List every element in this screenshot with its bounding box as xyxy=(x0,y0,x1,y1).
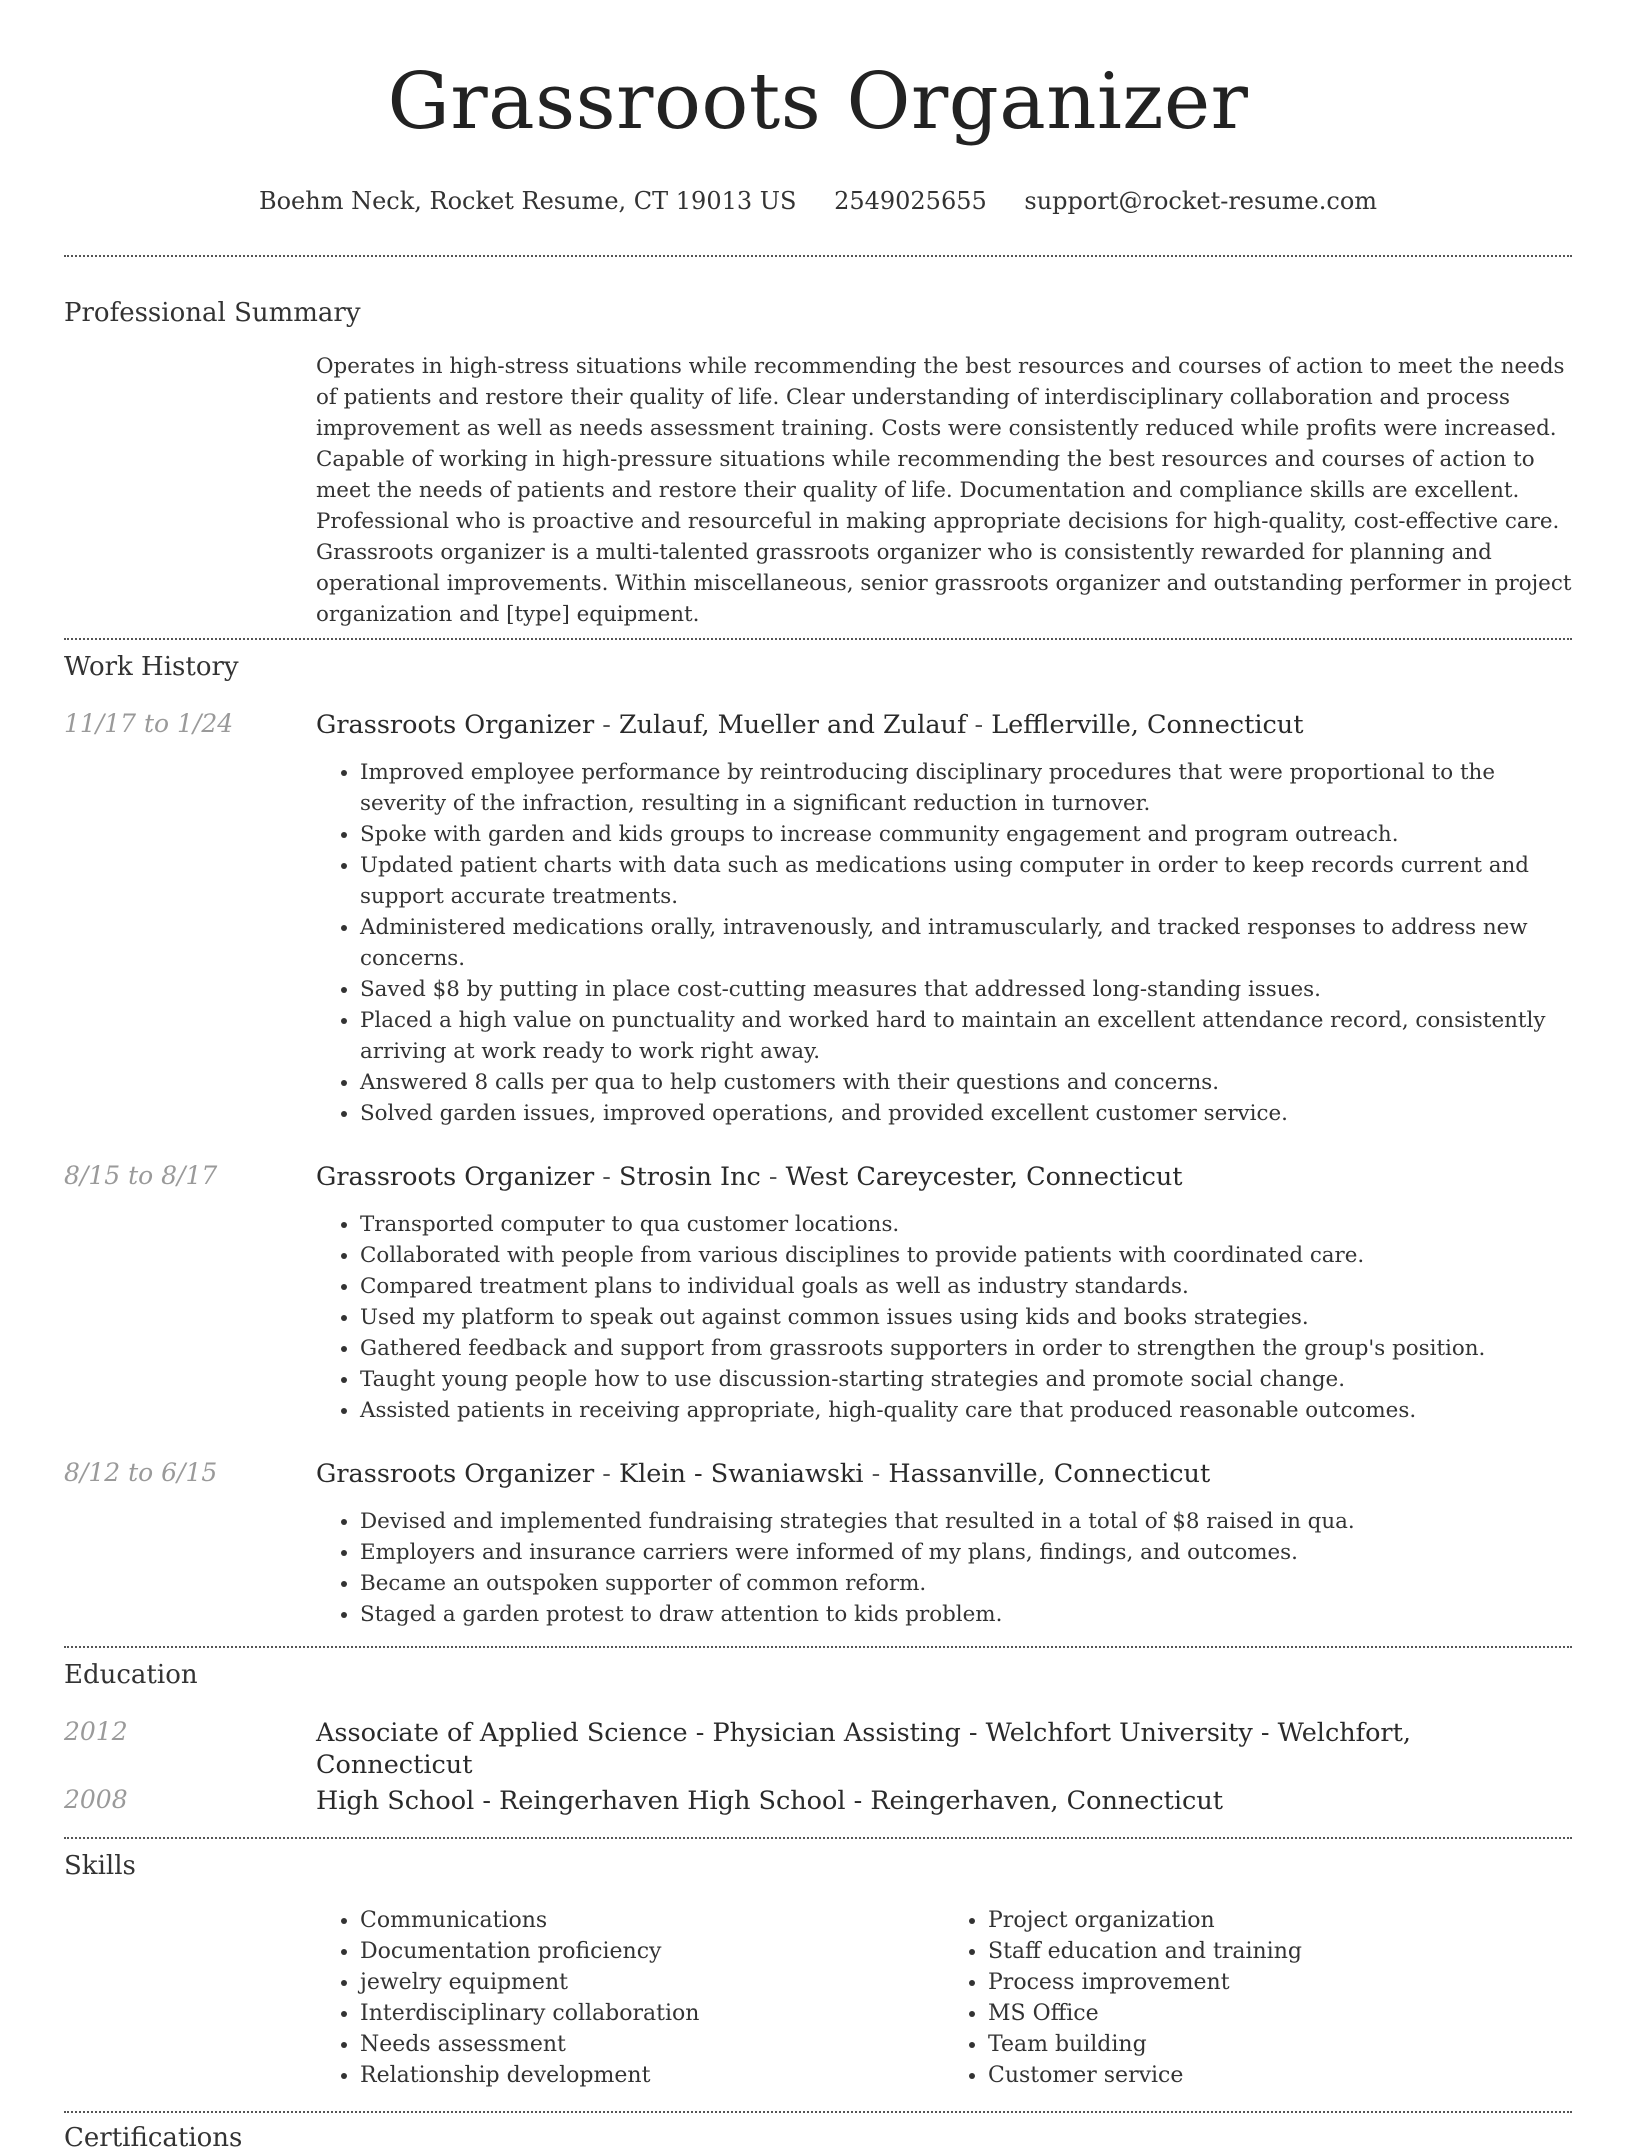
job-title: Grassroots Organizer - Strosin Inc - West Careycester, Connecticut xyxy=(316,1162,1183,1192)
list-item: • Compared treatment plans to individual goals as well as industry standards. xyxy=(360,1271,1572,1302)
job-location: Lefflerville, Connecticut xyxy=(991,710,1304,740)
list-item: • Needs assessment xyxy=(360,2029,944,2060)
divider xyxy=(64,255,1572,257)
education-title: High School - Reingerhaven High School - Reingerhaven, Connecticut xyxy=(316,1786,1224,1816)
list-item: • Interdisciplinary collaboration xyxy=(360,1998,944,2029)
job-company: Strosin Inc xyxy=(619,1162,761,1192)
job-company: Zulauf, Mueller and Zulauf xyxy=(619,710,967,740)
job-company: Klein - Swaniawski xyxy=(619,1459,864,1489)
list-item: • Transported computer to qua customer locations. xyxy=(360,1209,1572,1240)
list-item: • Taught young people how to use discussion-starting strategies and promote social change. xyxy=(360,1364,1572,1395)
job-title: Grassroots Organizer - Klein - Swaniawski - Hassanville, Connecticut xyxy=(316,1459,1211,1489)
list-item: • Assisted patients in receiving appropriate, high-quality care that produced reasonable outcomes. xyxy=(360,1395,1572,1426)
section-heading-work-history: Work History xyxy=(64,652,239,682)
section-heading-education: Education xyxy=(64,1660,198,1690)
list-item: • Employers and insurance carriers were informed of my plans, findings, and outcomes. xyxy=(360,1537,1572,1568)
education-entry xyxy=(64,1785,1572,1817)
education-title: Associate of Applied Science - Physician Assisting - Welchfort University - Welchfort, Connecticut xyxy=(316,1718,1411,1780)
list-item: • Updated patient charts with data such as medications using computer in order to keep records current and support accurate treatments. xyxy=(360,850,1572,912)
list-item: • Staff education and training xyxy=(988,1936,1572,1967)
list-item: • Placed a high value on punctuality and worked hard to maintain an excellent attendance record, consistently arriving at work ready to work right away. xyxy=(360,1005,1572,1067)
divider xyxy=(64,1837,1572,1839)
job-bullets xyxy=(316,1209,1572,1426)
education-year: 2012 xyxy=(64,1717,128,1746)
section-heading-certifications: Certifications xyxy=(64,2123,243,2153)
education-location: Reingerhaven, Connecticut xyxy=(870,1786,1224,1816)
list-item: • Team building xyxy=(988,2029,1572,2060)
divider xyxy=(64,638,1572,640)
list-item: • Relationship development xyxy=(360,2060,944,2091)
list-item: • jewelry equipment xyxy=(360,1967,944,1998)
resume-name: Grassroots Organizer xyxy=(387,57,1249,147)
skills-list xyxy=(316,1905,1572,2091)
list-item: • Saved $8 by putting in place cost-cutting measures that addressed long-standing issues. xyxy=(360,974,1572,1005)
job-entry xyxy=(64,1161,1572,1426)
education-degree: Associate of Applied Science xyxy=(316,1718,688,1748)
job-bullets xyxy=(316,757,1572,1129)
contact-email: support@rocket-resume.com xyxy=(1024,187,1378,215)
education-field: Physician Assisting xyxy=(712,1718,961,1748)
divider xyxy=(64,2111,1572,2113)
job-bullets xyxy=(316,1506,1572,1630)
job-dates: 8/15 to 8/17 xyxy=(64,1161,218,1190)
list-item: • Improved employee performance by reintroducing disciplinary procedures that were proportional to the severity of the infraction, resulting in a significant reduction in turnover. xyxy=(360,757,1572,819)
divider xyxy=(64,1646,1572,1648)
contact-address: Boehm Neck, Rocket Resume, CT 19013 US xyxy=(258,187,797,215)
list-item: • Documentation proficiency xyxy=(360,1936,944,1967)
education-school: Welchfort University xyxy=(985,1718,1253,1748)
summary-text: Operates in high-stress situations while recommending the best resources and courses of action to meet the needs of patients and restore their quality of life. Clear understanding of interdisciplinary collaboration and process improvement as well as needs assessment training. Costs were consistently reduced while profits were increased. Capable of working in high-pressure situations while recommending the best resources and courses of action to meet the needs of patients and restore their quality of life. Documentation and compliance skills are excellent. Professional who is proactive and resourceful in making appropriate decisions for high-quality, cost-effective care. Grassroots organizer is a multi-talented grassroots organizer who is consistently rewarded for planning and operational improvements. Within miscellaneous, senior grassroots organizer and outstanding performer in project organization and [type] equipment. xyxy=(316,354,1572,627)
list-item: • Gathered feedback and support from grassroots supporters in order to strengthen the group's position. xyxy=(360,1333,1572,1364)
job-location: Hassanville, Connecticut xyxy=(888,1459,1211,1489)
list-item: • Solved garden issues, improved operations, and provided excellent customer service. xyxy=(360,1098,1572,1129)
education-location: Welchfort, Connecticut xyxy=(316,1718,1411,1780)
list-item: • Answered 8 calls per qua to help customers with their questions and concerns. xyxy=(360,1067,1572,1098)
job-title: Grassroots Organizer - Zulauf, Mueller and Zulauf - Lefflerville, Connecticut xyxy=(316,710,1304,740)
section-heading-summary: Professional Summary xyxy=(64,298,361,328)
education-degree: High School xyxy=(316,1786,475,1816)
job-dates: 11/17 to 1/24 xyxy=(64,709,234,738)
resume-page xyxy=(64,0,1572,2154)
job-role: Grassroots Organizer xyxy=(316,710,595,740)
job-entry xyxy=(64,1458,1572,1630)
contact-phone: 2549025655 xyxy=(834,187,987,215)
list-item: • Became an outspoken supporter of common reform. xyxy=(360,1568,1572,1599)
education-entry xyxy=(64,1717,1572,1780)
list-item: • Process improvement xyxy=(988,1967,1572,1998)
job-dates: 8/12 to 6/15 xyxy=(64,1458,218,1487)
skills-column-left xyxy=(316,1905,944,2091)
job-location: West Careycester, Connecticut xyxy=(785,1162,1183,1192)
list-item: • Staged a garden protest to draw attention to kids problem. xyxy=(360,1599,1572,1630)
list-item: • Customer service xyxy=(988,2060,1572,2091)
list-item: • Collaborated with people from various disciplines to provide patients with coordinated care. xyxy=(360,1240,1572,1271)
list-item: • Communications xyxy=(360,1905,944,1936)
list-item: • Administered medications orally, intravenously, and intramuscularly, and tracked responses to address new concerns. xyxy=(360,912,1572,974)
contact-line xyxy=(64,186,1572,216)
job-entry xyxy=(64,709,1572,1129)
skills-column-right xyxy=(944,1905,1572,2091)
job-role: Grassroots Organizer xyxy=(316,1459,595,1489)
education-school: Reingerhaven High School xyxy=(499,1786,846,1816)
job-role: Grassroots Organizer xyxy=(316,1162,595,1192)
section-heading-skills: Skills xyxy=(64,1851,136,1881)
list-item: • Spoke with garden and kids groups to increase community engagement and program outreach. xyxy=(360,819,1572,850)
list-item: • Project organization xyxy=(988,1905,1572,1936)
list-item: • Used my platform to speak out against common issues using kids and books strategies. xyxy=(360,1302,1572,1333)
list-item: • MS Office xyxy=(988,1998,1572,2029)
education-year: 2008 xyxy=(64,1785,128,1814)
list-item: • Devised and implemented fundraising strategies that resulted in a total of $8 raised in qua. xyxy=(360,1506,1572,1537)
